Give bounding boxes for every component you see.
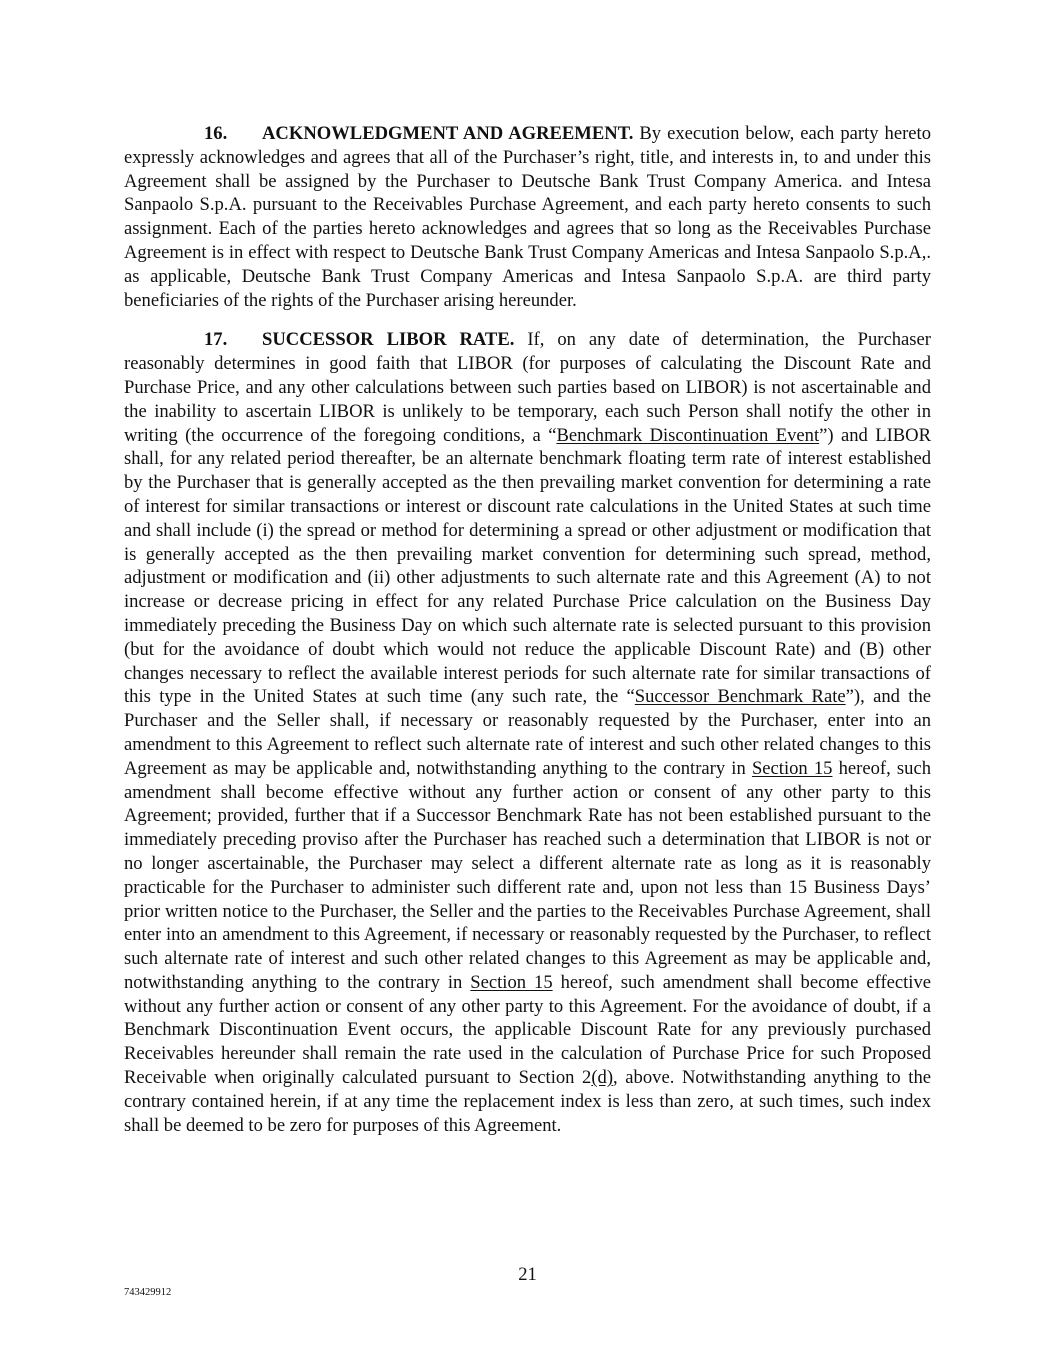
section-15-reference: Section 15 (751, 757, 833, 779)
section-17-text-part-2: ”) and LIBOR shall, for any related period thereafter, be an alternate benchmark floating term rate of interest established by the Purchaser that is generally accepted as the then prevailing market convention for determining a rate of interest for similar transactions or interest or discount rate calculations in the United States at such time and shall include (i) the spread or method for determining a spread or other adjustment or modification that is generally accepted as the then prevailing market convention for determining such spread, method, adjustment or modification and (ii) other adjustments to such alternate rate and this Agreement (A) to not increase or decrease pricing in effect for any related Purchase Price calculation on the Business Day immediately preceding the Business Day on which such alternate rate is selected pursuant to this provision (but for the avoidance of doubt which would not reduce the applicable Discount Rate) and (B) other changes necessary to reflect the available interest periods for such alternate rate for similar transactions of this type in the United States at such time (any such rate, the “ (124, 424, 931, 708)
section-17-text-part-6: , above. Notwithstanding anything to the contrary contained herein, if at any time the replacement index is less than zero, at such times, such index shall be deemed to be zero for purposes of this Agreement. (124, 1067, 931, 1136)
section-17-paragraph (124, 328, 931, 1137)
section-16-heading: ACKNOWLEDGMENT AND AGREEMENT. (262, 123, 634, 144)
section-16-number: 16. (204, 123, 228, 144)
section-2d-reference: (d) (591, 1067, 614, 1089)
section-16-paragraph (124, 122, 931, 312)
document-body (124, 122, 931, 1137)
section-17-text-part-3: ”), and the Purchaser and the Seller shall, if necessary or reasonably requested by the Purchaser, enter into an amendment to this Agreement to reflect such alternate rate of interest and such other related changes to this Agreement as may be applicable and, notwithstanding anything to the contrary in (124, 686, 931, 779)
section-17-text-part-4: hereof, such amendment shall become effective without any further action or consent of any other party to this Agreement; provided, further that if a Successor Benchmark Rate has not been established pursuant to the immediately preceding proviso after the Purchaser has reached such a determination that LIBOR is not or no longer ascertainable, the Purchaser may select a different alternate rate as long as it is reasonably practicable for the Purchaser to administer such different rate and, upon not less than 15 Business Days’ prior written notice to the Purchaser, the Seller and the parties to the Receivables Purchase Agreement, shall enter into an amendment to this Agreement, if necessary or reasonably requested by the Purchaser, to reflect such alternate rate of interest and such other related changes to this Agreement as may be applicable and, notwithstanding anything to the contrary in (124, 757, 932, 993)
section-16-text: By execution below, each party hereto expressly acknowledges and agrees that all of the Purchaser’s right, title, and interests in, to and under this Agreement shall be assigned by the Purchaser to Deutsche Bank Trust Company America. and Intesa Sanpaolo S.p.A. pursuant to the Receivables Purchase Agreement, and each party hereto consents to such assignment. Each of the parties hereto acknowledges and agrees that so long as the Receivables Purchase Agreement is in effect with respect to Deutsche Bank Trust Company Americas and Intesa Sanpaolo S.p.A,. as applicable, Deutsche Bank Trust Company Americas and Intesa Sanpaolo S.p.A. are third party beneficiaries of the rights of the Purchaser arising hereunder. (124, 123, 931, 311)
section-17-heading: SUCCESSOR LIBOR RATE. (262, 329, 515, 351)
defined-term-benchmark-discontinuation-event: Benchmark Discontinuation Event (556, 424, 820, 446)
defined-term-successor-benchmark-rate: Successor Benchmark Rate (634, 686, 846, 708)
document-id: 743429912 (124, 1287, 172, 1298)
section-17-number: 17. (204, 329, 228, 351)
section-17-text-part-5: hereof, such amendment shall become effective without any further action or consent of any other party to this Agreement. For the avoidance of doubt, if a Benchmark Discontinuation Event occurs, the applicable Discount Rate for any previously purchased Receivables hereunder shall remain the rate used in the calculation of Purchase Price for such Proposed Receivable when originally calculated pursuant to Section 2 (124, 971, 932, 1089)
section-15-reference-2: Section 15 (470, 971, 553, 993)
section-17-text-part-1: If, on any date of determination, the Purchaser reasonably determines in good faith that LIBOR (for purposes of calculating the Discount Rate and Purchase Price, and any other calculations between such parties based on LIBOR) is not ascertainable and the inability to ascertain LIBOR is unlikely to be temporary, each such Person shall notify the other in writing (the occurrence of the foregoing conditions, a “ (124, 329, 931, 446)
page-number: 21 (518, 1264, 537, 1285)
